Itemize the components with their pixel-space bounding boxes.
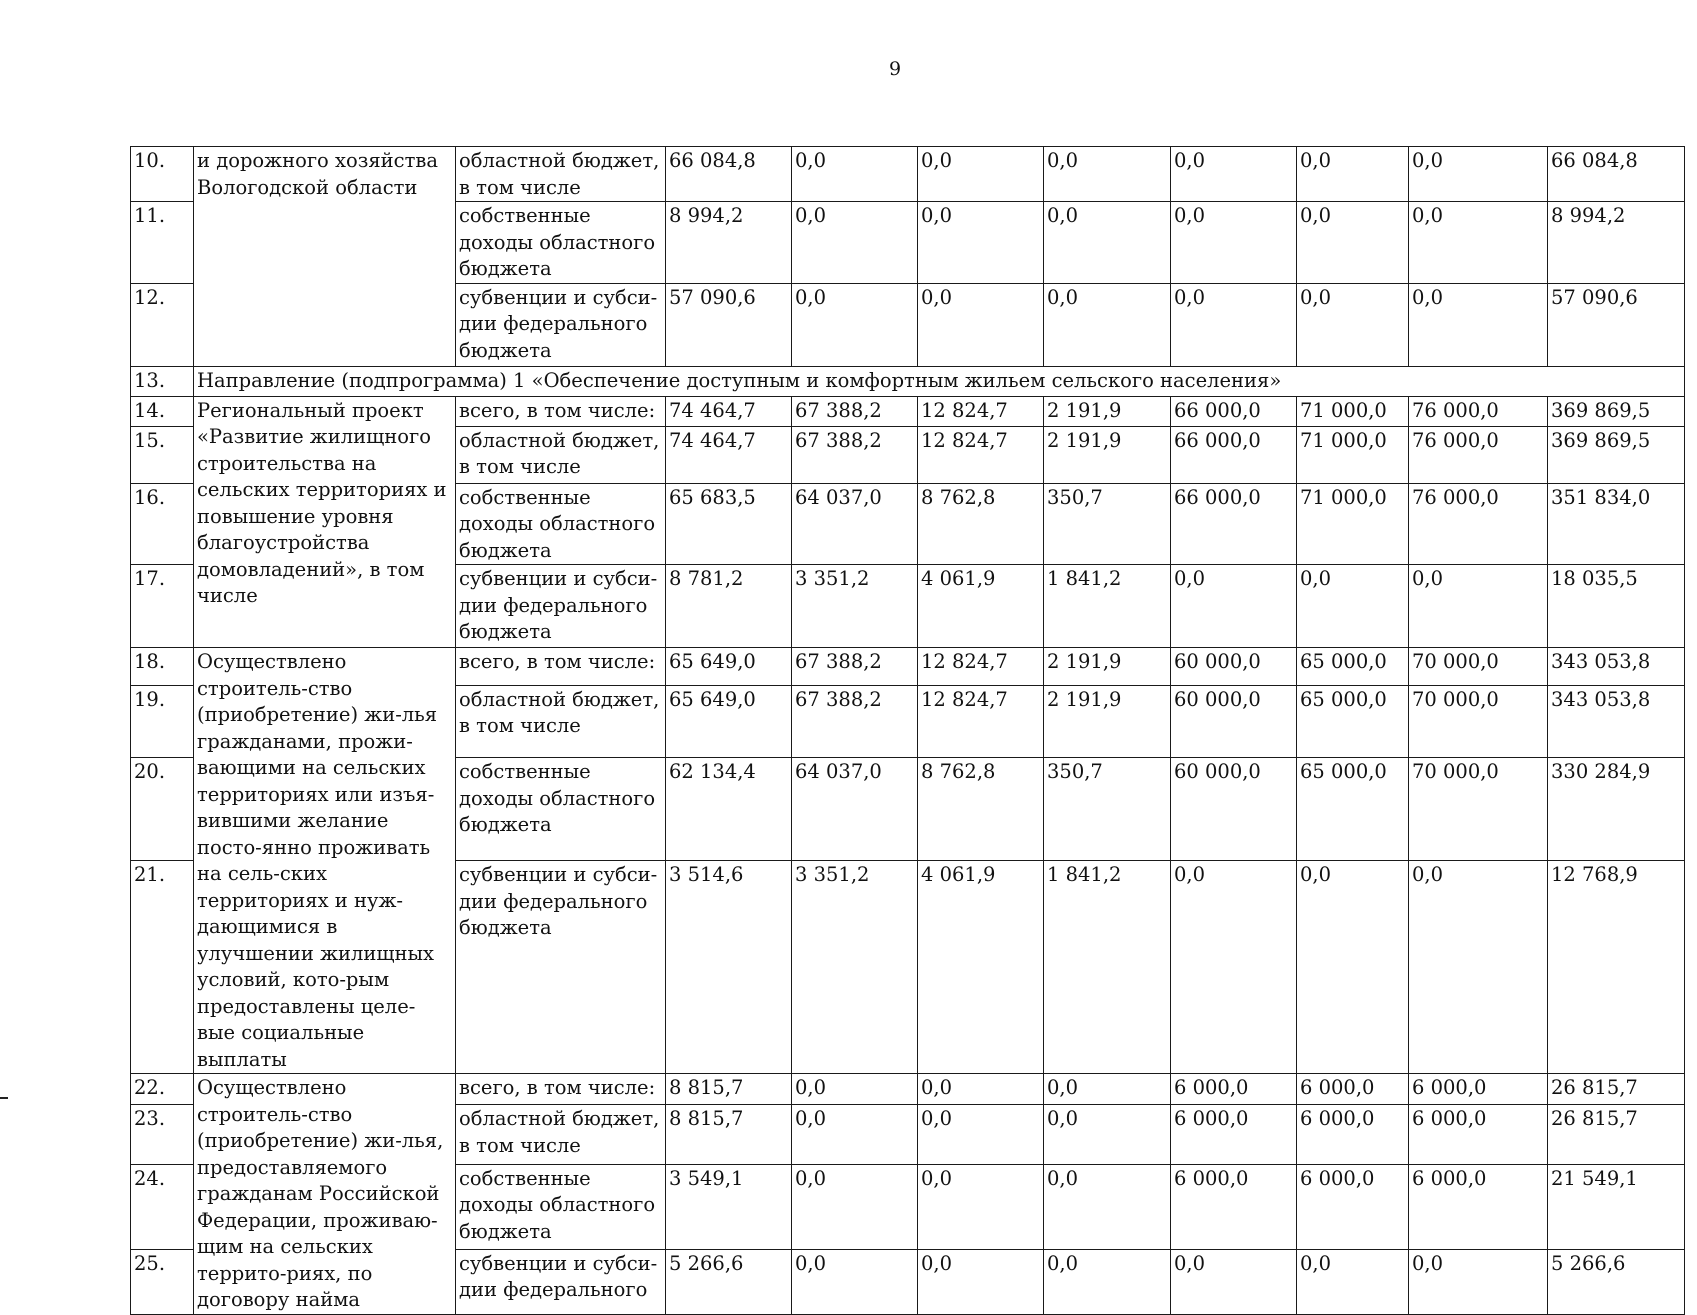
year-value: 76 000,0 (1409, 396, 1548, 426)
year-value: 71 000,0 (1297, 426, 1409, 483)
year-value: 0,0 (1044, 1164, 1171, 1249)
year-value: 2 191,9 (1044, 396, 1171, 426)
table-row (131, 147, 1685, 202)
year-value: 8 815,7 (666, 1105, 792, 1164)
row-number: 11. (131, 202, 194, 284)
year-value: 67 388,2 (792, 648, 918, 686)
year-value: 1 841,2 (1044, 861, 1171, 1074)
row-number: 18. (131, 648, 194, 686)
year-value: 0,0 (1044, 283, 1171, 366)
funding-source: субвенции и субси-дии федерального бюджета (456, 565, 666, 648)
year-value: 0,0 (1171, 147, 1297, 202)
year-value: 0,0 (792, 283, 918, 366)
year-value: 64 037,0 (792, 483, 918, 565)
total-value: 26 815,7 (1548, 1074, 1685, 1105)
total-value: 21 549,1 (1548, 1164, 1685, 1249)
funding-source: областной бюджет, в том числе (456, 147, 666, 202)
year-value: 6 000,0 (1409, 1164, 1548, 1249)
table-row (131, 648, 1685, 686)
table-row (131, 366, 1685, 396)
year-value: 12 824,7 (918, 648, 1044, 686)
total-value: 330 284,9 (1548, 758, 1685, 861)
year-value: 65 000,0 (1297, 685, 1409, 757)
year-value: 66 000,0 (1171, 396, 1297, 426)
row-number: 20. (131, 758, 194, 861)
year-value: 4 061,9 (918, 861, 1044, 1074)
year-value: 70 000,0 (1409, 648, 1548, 686)
year-value: 6 000,0 (1297, 1074, 1409, 1105)
year-value: 3 514,6 (666, 861, 792, 1074)
year-value: 6 000,0 (1171, 1074, 1297, 1105)
year-value: 71 000,0 (1297, 483, 1409, 565)
year-value: 0,0 (918, 1105, 1044, 1164)
table-row (131, 1074, 1685, 1105)
row-number: 10. (131, 147, 194, 202)
row-number: 21. (131, 861, 194, 1074)
total-value: 369 869,5 (1548, 426, 1685, 483)
year-value: 0,0 (1044, 1105, 1171, 1164)
funding-source: собственные доходы областного бюджета (456, 758, 666, 861)
row-number: 24. (131, 1164, 194, 1249)
year-value: 71 000,0 (1297, 396, 1409, 426)
year-value: 0,0 (1297, 861, 1409, 1074)
year-value: 350,7 (1044, 758, 1171, 861)
year-value: 0,0 (918, 1164, 1044, 1249)
row-number: 16. (131, 483, 194, 565)
year-value: 0,0 (792, 202, 918, 284)
year-value: 6 000,0 (1171, 1164, 1297, 1249)
year-value: 67 388,2 (792, 396, 918, 426)
year-value: 0,0 (1297, 1249, 1409, 1314)
year-value: 65 000,0 (1297, 758, 1409, 861)
year-value: 8 781,2 (666, 565, 792, 648)
funding-source: субвенции и субси-дии федерального (456, 1249, 666, 1314)
year-value: 0,0 (918, 202, 1044, 284)
year-value: 67 388,2 (792, 685, 918, 757)
year-value: 0,0 (1171, 202, 1297, 284)
total-value: 351 834,0 (1548, 483, 1685, 565)
year-value: 0,0 (1171, 565, 1297, 648)
year-value: 70 000,0 (1409, 685, 1548, 757)
year-value: 0,0 (792, 1074, 918, 1105)
year-value: 2 191,9 (1044, 426, 1171, 483)
year-value: 74 464,7 (666, 396, 792, 426)
total-value: 57 090,6 (1548, 283, 1685, 366)
year-value: 70 000,0 (1409, 758, 1548, 861)
year-value: 0,0 (1409, 1249, 1548, 1314)
row-number: 23. (131, 1105, 194, 1164)
year-value: 12 824,7 (918, 396, 1044, 426)
year-value: 74 464,7 (666, 426, 792, 483)
row-number: 12. (131, 283, 194, 366)
year-value: 0,0 (1409, 147, 1548, 202)
total-value: 343 053,8 (1548, 648, 1685, 686)
year-value: 0,0 (1297, 283, 1409, 366)
year-value: 0,0 (1297, 147, 1409, 202)
page-number: 9 (888, 58, 902, 80)
year-value: 6 000,0 (1297, 1164, 1409, 1249)
total-value: 18 035,5 (1548, 565, 1685, 648)
year-value: 12 824,7 (918, 426, 1044, 483)
year-value: 57 090,6 (666, 283, 792, 366)
total-value: 26 815,7 (1548, 1105, 1685, 1164)
year-value: 62 134,4 (666, 758, 792, 861)
year-value: 8 815,7 (666, 1074, 792, 1105)
year-value: 350,7 (1044, 483, 1171, 565)
year-value: 76 000,0 (1409, 483, 1548, 565)
year-value: 0,0 (1297, 565, 1409, 648)
year-value: 60 000,0 (1171, 758, 1297, 861)
year-value: 64 037,0 (792, 758, 918, 861)
row-number: 13. (131, 366, 194, 396)
year-value: 12 824,7 (918, 685, 1044, 757)
funding-source: областной бюджет, в том числе (456, 426, 666, 483)
year-value: 66 000,0 (1171, 483, 1297, 565)
year-value: 0,0 (1409, 861, 1548, 1074)
year-value: 8 762,8 (918, 483, 1044, 565)
year-value: 66 084,8 (666, 147, 792, 202)
year-value: 0,0 (1297, 202, 1409, 284)
measure-name: Региональный проект «Развитие жилищного строительства на сельских территориях и повышение уровня благоустройства домовладений», в том числе (194, 396, 456, 648)
funding-source: субвенции и субси-дии федерального бюджета (456, 861, 666, 1074)
year-value: 0,0 (918, 283, 1044, 366)
total-value: 66 084,8 (1548, 147, 1685, 202)
year-value: 2 191,9 (1044, 685, 1171, 757)
year-value: 8 762,8 (918, 758, 1044, 861)
year-value: 2 191,9 (1044, 648, 1171, 686)
year-value: 0,0 (1171, 283, 1297, 366)
year-value: 5 266,6 (666, 1249, 792, 1314)
funding-source: всего, в том числе: (456, 396, 666, 426)
year-value: 0,0 (1409, 283, 1548, 366)
year-value: 0,0 (1171, 1249, 1297, 1314)
year-value: 8 994,2 (666, 202, 792, 284)
measure-name: Осуществлено строитель-ство (приобретение) жи-лья гражданами, прожи-вающими на сельских территориях или изъя-вившими желание посто-янно проживать на сель-ских территориях и нуж-дающимися в улучшении жилищных условий, кото-рым предоставлены целе-вые социальные выплаты (194, 648, 456, 1074)
row-number: 17. (131, 565, 194, 648)
funding-source: субвенции и субси-дии федерального бюджета (456, 283, 666, 366)
year-value: 1 841,2 (1044, 565, 1171, 648)
funding-source: областной бюджет, в том числе (456, 1105, 666, 1164)
year-value: 0,0 (1044, 1249, 1171, 1314)
budget-table (130, 146, 1685, 1315)
margin-mark (0, 1097, 8, 1099)
year-value: 0,0 (792, 1164, 918, 1249)
funding-source: собственные доходы областного бюджета (456, 202, 666, 284)
section-heading: Направление (подпрограмма) 1 «Обеспечение доступным и комфортным жильем сельского населения» (194, 366, 1685, 396)
table-body (131, 147, 1685, 1315)
total-value: 8 994,2 (1548, 202, 1685, 284)
year-value: 60 000,0 (1171, 648, 1297, 686)
row-number: 14. (131, 396, 194, 426)
year-value: 65 000,0 (1297, 648, 1409, 686)
total-value: 12 768,9 (1548, 861, 1685, 1074)
funding-source: всего, в том числе: (456, 648, 666, 686)
year-value: 0,0 (918, 147, 1044, 202)
row-number: 22. (131, 1074, 194, 1105)
year-value: 65 649,0 (666, 685, 792, 757)
year-value: 0,0 (1044, 1074, 1171, 1105)
total-value: 343 053,8 (1548, 685, 1685, 757)
year-value: 3 351,2 (792, 565, 918, 648)
funding-source: собственные доходы областного бюджета (456, 1164, 666, 1249)
funding-source: всего, в том числе: (456, 1074, 666, 1105)
year-value: 6 000,0 (1409, 1074, 1548, 1105)
year-value: 0,0 (792, 1105, 918, 1164)
year-value: 65 649,0 (666, 648, 792, 686)
year-value: 0,0 (792, 147, 918, 202)
row-number: 19. (131, 685, 194, 757)
year-value: 0,0 (792, 1249, 918, 1314)
total-value: 369 869,5 (1548, 396, 1685, 426)
year-value: 0,0 (1409, 565, 1548, 648)
year-value: 66 000,0 (1171, 426, 1297, 483)
year-value: 0,0 (1044, 202, 1171, 284)
year-value: 0,0 (1409, 202, 1548, 284)
year-value: 0,0 (918, 1249, 1044, 1314)
measure-name: Осуществлено строитель-ство (приобретение) жи-лья, предоставляемого гражданам Российской Федерации, проживаю-щим на сельских террито-риях, по договору найма (194, 1074, 456, 1315)
row-number: 25. (131, 1249, 194, 1314)
year-value: 60 000,0 (1171, 685, 1297, 757)
year-value: 3 549,1 (666, 1164, 792, 1249)
row-number: 15. (131, 426, 194, 483)
year-value: 6 000,0 (1171, 1105, 1297, 1164)
measure-name: и дорожного хозяйства Вологодской области (194, 147, 456, 367)
funding-source: областной бюджет, в том числе (456, 685, 666, 757)
year-value: 6 000,0 (1409, 1105, 1548, 1164)
year-value: 67 388,2 (792, 426, 918, 483)
year-value: 65 683,5 (666, 483, 792, 565)
year-value: 0,0 (918, 1074, 1044, 1105)
total-value: 5 266,6 (1548, 1249, 1685, 1314)
year-value: 76 000,0 (1409, 426, 1548, 483)
funding-source: собственные доходы областного бюджета (456, 483, 666, 565)
table-row (131, 396, 1685, 426)
year-value: 6 000,0 (1297, 1105, 1409, 1164)
year-value: 3 351,2 (792, 861, 918, 1074)
year-value: 0,0 (1171, 861, 1297, 1074)
year-value: 0,0 (1044, 147, 1171, 202)
year-value: 4 061,9 (918, 565, 1044, 648)
